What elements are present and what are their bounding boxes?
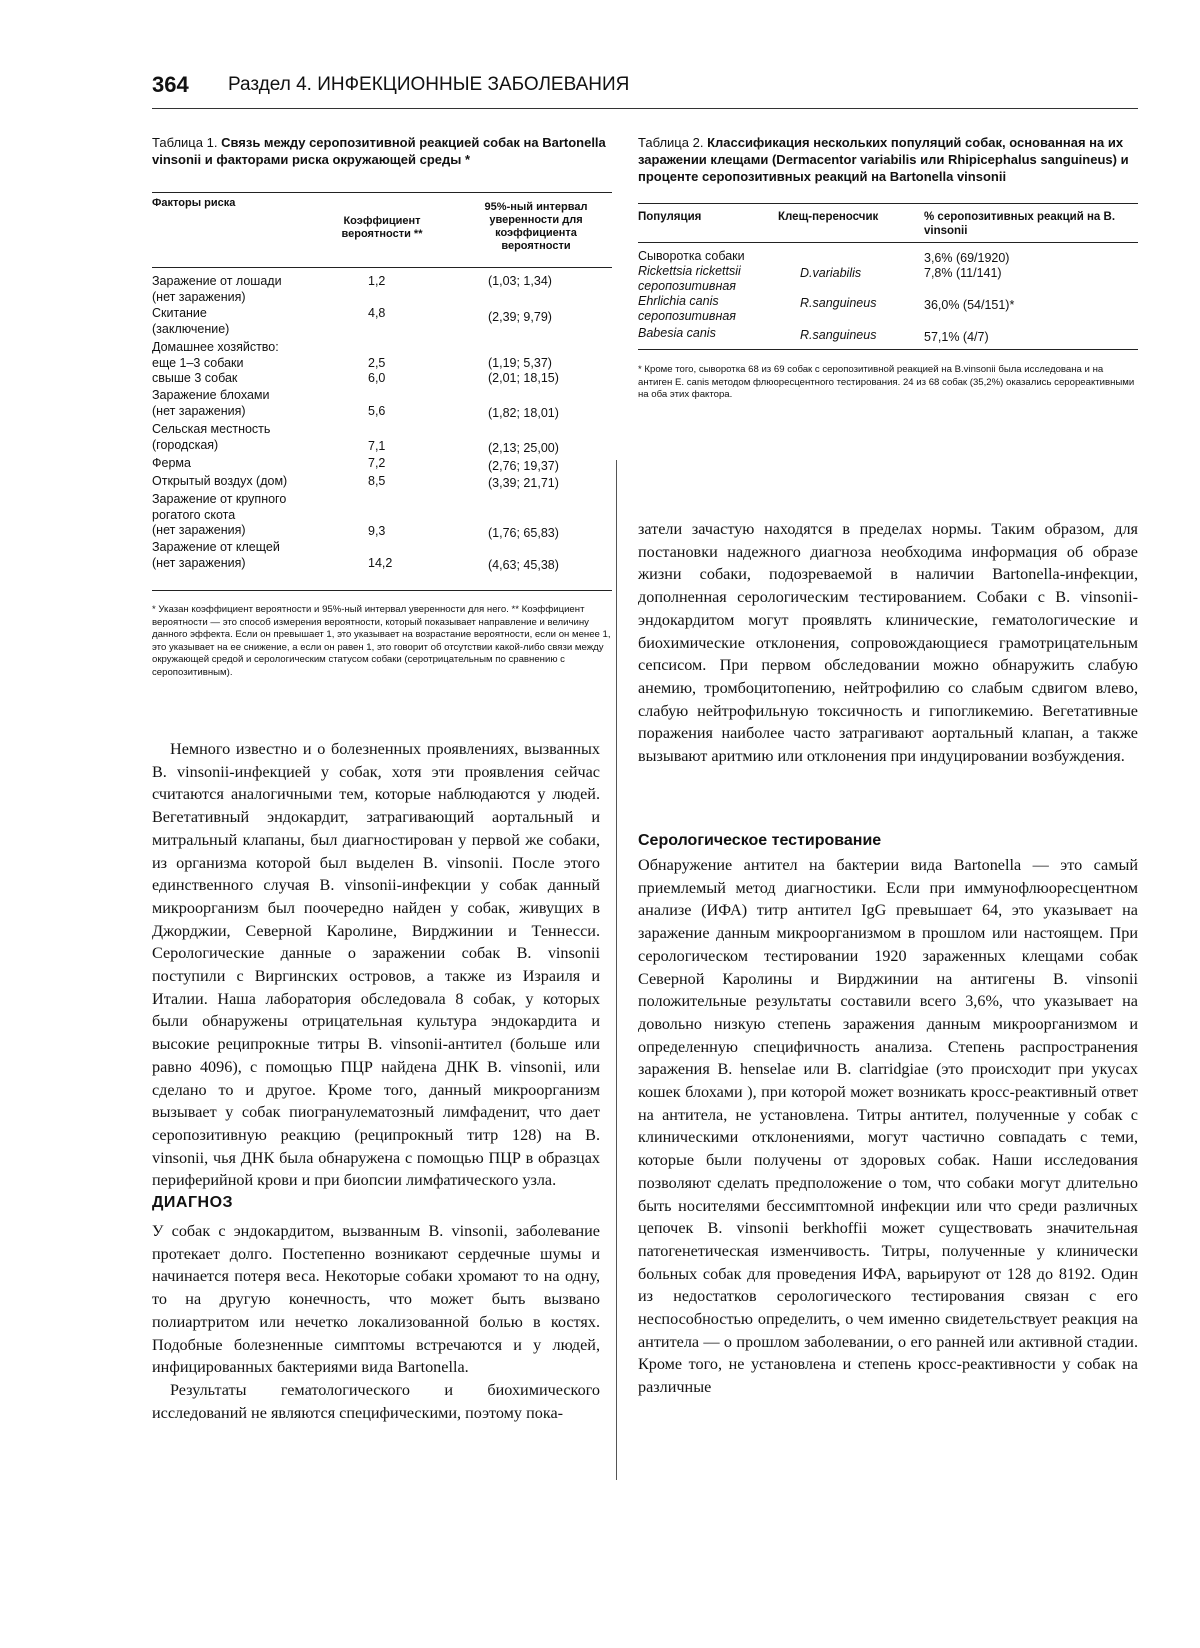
- table-cell-vector: R.sanguineus: [800, 328, 877, 342]
- table-2-caption: [638, 134, 1138, 185]
- table-cell-interval: (1,82; 18,01): [488, 406, 559, 420]
- table-1-caption: [152, 134, 612, 186]
- table-cell-population: Babesia canis: [638, 326, 716, 340]
- table-cell-population: Сыворотка собаки: [638, 249, 745, 263]
- table-cell-interval: (1,76; 65,83): [488, 526, 559, 540]
- table-2-label: Таблица 2.: [638, 135, 704, 150]
- right-column-text-bottom: [638, 854, 1138, 1399]
- table-cell-coef: 5,6: [368, 404, 386, 418]
- table-1: [152, 134, 612, 678]
- table-cell-interval: (2,01; 18,15): [488, 371, 559, 385]
- table-cell-coef: 7,2: [368, 456, 386, 470]
- table-cell-population: Ehrlichia canis серопозитивная: [638, 294, 736, 323]
- paragraph: У собак с эндокардитом, вызванным B. vinsonii, заболевание протекает долго. Постепенно возникают сердечные шумы и начинается потеря веса. Некоторые собаки хромают то на одну, то на другую конечность, что может быть вызвано полиартритом или нечетко локализованной болью в костях. Подобные болезненные симптомы встречаются и у людей, инфицированных бактериями вида Bartonella.: [152, 1222, 600, 1377]
- table-cell-factor: Заражение блохами (нет заражения): [152, 388, 270, 418]
- table-2-col-population: Популяция: [638, 211, 702, 223]
- table-2-body: [638, 243, 1138, 349]
- table-cell-factor: еще 1–3 собаки: [152, 356, 244, 370]
- table-2-footnote: * Кроме того, сыворотка 68 из 69 собак с серопозитивной реакцией на B.vinsonii была исследована и на антиген E. canis методом флюоресцентного тестирования. 24 из 68 собак (35,2%) оказались сeрoреактивными на оба этих фактора.: [638, 364, 1135, 400]
- table-cell-factor: Ферма: [152, 456, 191, 470]
- table-cell-percent: 57,1% (4/7): [924, 330, 989, 344]
- page-header: [152, 72, 1142, 112]
- table-1-col-interval: 95%-ный интервал уверенности для коэффициента вероятности: [484, 201, 588, 252]
- table-cell-factor: Открытый воздух (дом): [152, 474, 288, 488]
- table-cell-interval: (1,03; 1,34): [488, 274, 552, 288]
- table-cell-interval: (2,76; 19,37): [488, 459, 559, 473]
- table-2-title: Классификация нескольких популяций собак, основанная на их заражении клещами (Dermacentor variabilis или Rhipicephalus sanguineus) и проценте серопозитивных реакций на Bartonella vinsonii: [638, 135, 1129, 184]
- table-cell-interval: (1,19; 5,37): [488, 356, 552, 370]
- table-cell-percent: 36,0% (54/151)*: [924, 298, 1015, 312]
- table-1-header: [152, 193, 612, 267]
- table-cell-interval: (3,39; 21,71): [488, 476, 559, 490]
- table-cell-coef: 8,5: [368, 474, 386, 488]
- table-cell-coef: 1,2: [368, 274, 386, 288]
- table-cell-coef: 9,3: [368, 524, 386, 538]
- table-2-col-percent: % серопозитивных реакций на B. vinsonii: [924, 211, 1116, 237]
- right-column-text: [638, 518, 1138, 768]
- table-1-title: Связь между серопозитивной реакцией собак на Bartonella vinsonii и факторами риска окружающей среды *: [152, 135, 606, 167]
- table-cell-interval: (2,39; 9,79): [488, 310, 552, 324]
- table-cell-coef: 7,1: [368, 439, 386, 453]
- table-2-bottom-rule: [638, 349, 1138, 350]
- table-1-bottom-rule: [152, 590, 612, 591]
- table-cell-vector: D.variabilis: [800, 266, 862, 280]
- section-title: Раздел 4. ИНФЕКЦИОННЫЕ ЗАБОЛЕВАНИЯ: [228, 74, 630, 95]
- table-cell-factor: Сельская местность (городская): [152, 422, 271, 452]
- table-1-col-factors: Факторы риска: [152, 197, 236, 209]
- left-column-text-bottom: [152, 1220, 600, 1424]
- header-rule: [152, 108, 1138, 109]
- table-cell-coef: 4,8: [368, 306, 386, 320]
- table-cell-interval: (2,13; 25,00): [488, 441, 559, 455]
- table-1-col-coef: Коэффициент вероятности **: [341, 215, 423, 240]
- table-cell-factor: свыше 3 собак: [152, 371, 238, 385]
- table-2: [638, 134, 1138, 402]
- paragraph: Немного известно и о болезненных проявлениях, вызванных B. vinsonii-инфекцией у собак, хотя эти проявления сейчас считаются аналогичными тем, которые наблюдаются у людей. Вегетативный эндокардит, затрагивающий аортальный и митральный клапаны, был диагностирован у первой же собаки, из организма которой был выделен B. vinsonii. После этого единственного случая B. vinsonii-инфекции у собак данный микроорганизм был поочередно найден у собак, живущих в Джорджии, Северной Каролине, Вирджинии и Теннесси. Серологические данные о заражении собак B. vinsonii поступили с Виргинских островов, а также из Израиля и Италии. Наша лаборатория обследовала 8 собак, у которых были обнаружены отрицательная культура эндокардита и высокие реципрокные титры B. vinsonii-антител (больше или равно 4096), с помощью ПЦР найдена ДНК B. vinsonii, или сделано то и другое. Кроме того, данный микроорганизм вызывает у собак пиогранулематозный лимфаденит, что дает серопозитивную реакцию (реципрокный титр 128) на B. vinsonii, чья ДНК была обнаружена с помощью ПЦР в образцах периферийной крови и при биопсии лимфатического узла.: [152, 740, 600, 1190]
- table-cell-percent: 3,6% (69/1920): [924, 251, 1010, 265]
- table-cell-factor: Домашнее хозяйство:: [152, 340, 279, 354]
- table-cell-factor: Заражение от крупного рогатого скота (нет заражения): [152, 492, 287, 537]
- table-cell-factor: Заражение от лошади (нет заражения): [152, 274, 282, 304]
- paragraph: затели зачастую находятся в пределах нормы. Таким образом, для постановки надежного диагноза необходима информация об образе жизни собаки, подозреваемой в наличии Bartonella-инфекции, дополненная серологическим тестированием. Собаки с B. vinsonii-эндокардитом могут проявлять клинические, гематологические и биохимические отклонения, сопровождающиеся грамотрицательным сепсисом. При первом обследовании можно обнаружить слабую анемию, тромбоцитопению, нейтрофилию со слабым сдвигом влево, слабую нейтрофильную токсичность и гипогликемию. Вегетативные поражения наиболее часто затрагивают аортальный клапан, а также вызывают аритмию или отклонения при индуцировании возбуждения.: [638, 520, 1138, 766]
- table-cell-factor: Скитание (заключение): [152, 306, 230, 336]
- left-column-text: [152, 738, 600, 1192]
- table-2-header: [638, 204, 1138, 242]
- table-1-label: Таблица 1.: [152, 135, 218, 150]
- paragraph: Обнаружение антител на бактерии вида Bartonella — это самый приемлемый метод диагностики. Если при иммунофлюоресцентном анализе (ИФА) титр антител IgG превышает 64, это указывает на заражение данным микроорганизмом в прошлом или настоящем. При серологическом тестировании 1920 зараженных клещами собак Северной Каролины и Вирджинии на антигены B. vinsonii положительные результаты составили всего 3,6%, что указывает на довольно низкую степень заражения данным микроорганизмом и определенную специфичность анализа. Степень распространения заражения B. henselae или B. clarridgiae (это происходит при укусах кошек блохами ), при которой может возникать кросс-реактивный ответ на антитела, не установлена. Титры антител, полученные у собак с клиническими отклонениями, могут частично совпадать с теми, которые были получены от здоровых собак. Наши исследования позволяют сделать предположение о том, что собаки могут длительно быть носителями бессимптомной инфекции или что среди различных цепочек B. vinsonii berkhoffii может существовать значительная патогенетическая изменчивость. Титры, полученные у клинически больных собак для проведения ИФА, варьируют от 128 до 8192. Один из недостатков серологического тестирования связан с его неспособностью определить, о чем именно свидетельствует реакция на антитела — о прошлом заболевании, о его ранней или активной стадии. Кроме того, не установлена и степень кросс-реактивности у собак на различные: [638, 856, 1138, 1397]
- page-number: 364: [152, 72, 189, 97]
- table-cell-percent: 7,8% (11/141): [924, 266, 1002, 280]
- table-2-col-vector: Клещ-переносчик: [778, 211, 879, 223]
- table-cell-population: Rickettsia rickettsii серопозитивная: [638, 264, 741, 293]
- table-cell-coef: 14,2: [368, 556, 393, 570]
- table-cell-factor: Заражение от клещей (нет заражения): [152, 540, 280, 570]
- column-divider: [616, 460, 617, 1480]
- table-cell-coef: 6,0: [368, 371, 386, 385]
- table-cell-coef: 2,5: [368, 356, 386, 370]
- table-cell-interval: (4,63; 45,38): [488, 558, 559, 572]
- table-1-footnote: * Указан коэффициент вероятности и 95%-ный интервал уверенности для него. ** Коэффициент вероятности — это способ измерения вероятности, который показывает направление и величину данного эффекта. Если он превышает 1, это указывает на возрастание вероятности, если он менее 1, это указывает на ее снижение, а если он равен 1, это говорит об отсутствии какой-либо связи между окружающей средой и серологическим статусом собаки (серотрицательным по сравнению с серопозитивным).: [152, 604, 611, 678]
- table-cell-vector: R.sanguineus: [800, 296, 877, 310]
- table-1-body: [152, 268, 612, 580]
- section-heading-serology: Серологическое тестирование: [638, 832, 882, 849]
- section-heading-diagnosis: ДИАГНОЗ: [152, 1194, 234, 1211]
- paragraph: Результаты гематологического и биохимического исследований не являются специфическими, поэтому пока-: [152, 1380, 600, 1422]
